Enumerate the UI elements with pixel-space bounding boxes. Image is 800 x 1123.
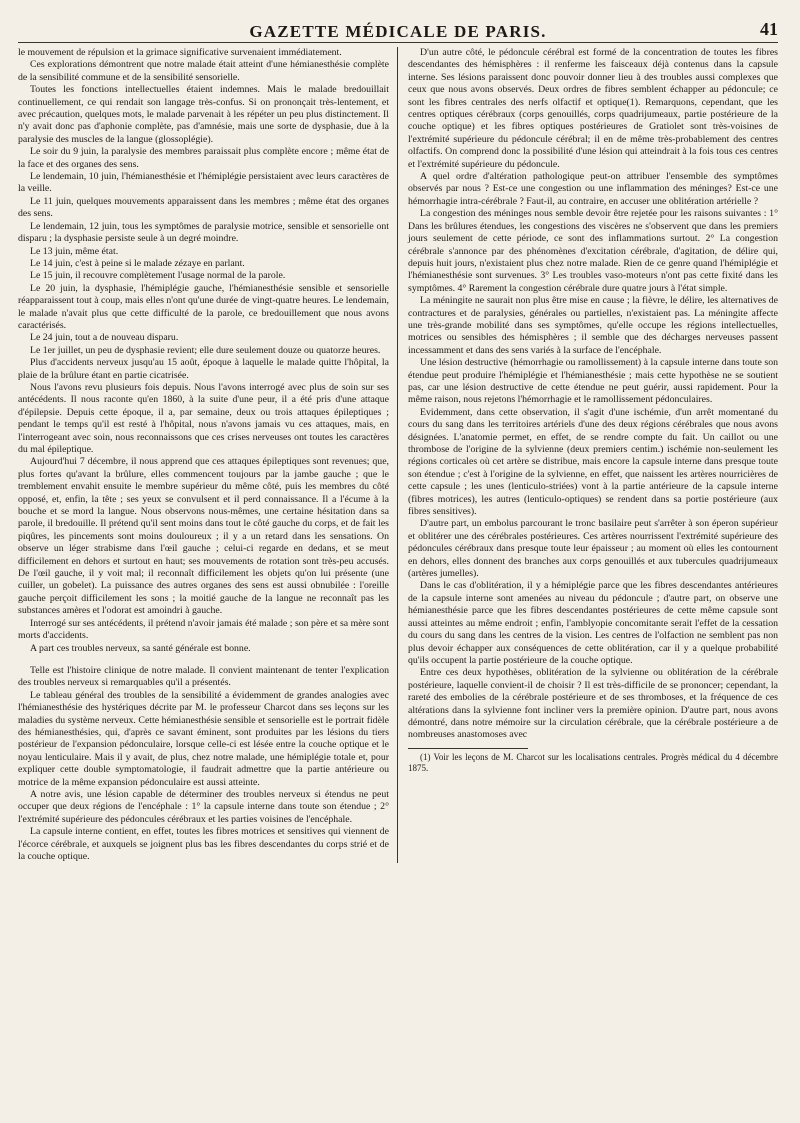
- paragraph: Le 13 juin, même état.: [30, 245, 119, 257]
- paragraph: le mouvement de répulsion et la grimace significative survenaient immédiatement.: [18, 47, 342, 58]
- paragraph: Nous l'avons revu plusieurs fois depuis. Nous l'avons interrogé avec plus de soin sur ses antécédents. Il nous raconte qu'en 1860, à la suite d'une peur, il a été pris d'une attaque d'épilepsie. Depuis cette époque, il a, par semaine, deux ou trois attaques épileptiques ; pendant le temps qu'il est resté à l'hôpital, nous n'avons jamais vu ces attaques, mais, en l'interrogeant avec soin, nous reconnaissons que ces crises nerveuses ont toutes les caractères du mal épileptique.: [18, 381, 389, 455]
- paragraph: Entre ces deux hypothèses, oblitération de la sylvienne ou oblitération de la cérébrale postérieure, laquelle convient-il de choisir ? Il est très-difficile de se prononcer; cependant, la rareté des embolies de la cérébrale postérieure et de ses thromboses, et la fréquence de ces altérations dans la sylvienne font incliner vers la première opinion. D'autre part, nous avons démontré, dans notre mémoire sur la circulation cérébrale, que la cérébrale postérieure a de nombreuses anastomoses avec: [408, 667, 778, 741]
- paragraph: D'autre part, un embolus parcourant le tronc basilaire peut s'arrêter à son éperon supérieur et oblitérer une des cérébrales postérieures. Ces artères nourrissent l'extrémité supérieure des pédoncules cérébraux dans presque toute leur épaisseur ; au moment où elles les contournent en dehors, elles donnent des branches aux corps genouillés et aux tubercules quadrijumeaux (artères jumelles).: [408, 518, 778, 580]
- paragraph: Le 20 juin, la dysphasie, l'hémiplégie gauche, l'hémianesthésie sensible et sensorielle réapparaissent tout à coup, mais elles n'ont qu'une durée de vingt-quatre heures. Le lendemain, le malade n'avait plus que cette difficulté de la parole, ce bredouillement que nous avons caractérisés.: [18, 282, 389, 331]
- footnote: (1) Voir les leçons de M. Charcot sur les localisations centrales. Progrès médical du 4 décembre 1875.: [408, 751, 778, 774]
- footnote-divider: [408, 748, 528, 749]
- paragraph: D'un autre côté, le pédoncule cérébral est formé de la concentration de toutes les fibres descendantes des hémisphères : il renferme les faisceaux déjà contenus dans la capsule interne. Ses lésions paraissent donc pouvoir donner lieu à des troubles aussi complexes que ceux que nous avons observés. Deux ordres de fibres semblent échapper au pédoncule; ce sont les fibres centrales des nerfs olfactif et optique(1). Remarquons, cependant, que les centres optiques cérébraux (corps genouillés, corps quadrijumeaux, partie postérieure de la couche optique) et les fibres optiques postérieures de Gratiolet sont très-voisines de l'extrémité supérieure du pédoncule cérébral; il en de même très-probablement des centres olfactifs. On comprend donc la possibilité d'une lésion qui atteindrait à la fois tous ces centres et l'extrémité supérieure du pédoncule.: [408, 47, 778, 170]
- right-column: [408, 47, 778, 742]
- paragraph: Plus d'accidents nerveux jusqu'au 15 août, époque à laquelle le malade quitte l'hôpital, la plaie de la brûlure étant en partie cicatrisée.: [18, 357, 389, 381]
- paragraph: La méningite ne saurait non plus être mise en cause ; la fièvre, le délire, les alternatives de contractures et de paralysies, générales ou partielles, n'existaient pas. La méningite affecte une très-grande mobilité dans ses symptômes, qu'elle occupe les régions intellectuelles, motrices ou sensibles des hémisphères ; il semble que des décharges nerveuses passent incessamment et dans des sens variés à la surface de l'encéphale.: [408, 295, 778, 356]
- paragraph: A quel ordre d'altération pathologique peut-on attribuer l'ensemble des symptômes observés par nous ? Est-ce une congestion ou une inflammation des méninges? Est-ce une hémorrhagie intra-cérébrale ? Faut-il, au contraire, en accuser une oblitération artérielle ?: [408, 171, 778, 207]
- publication-title: GAZETTE MÉDICALE DE PARIS.: [249, 22, 547, 41]
- paragraph: Aujourd'hui 7 décembre, il nous apprend que ces attaques épileptiques sont revenues; que, plus fortes qu'avant la brûlure, elles commencent toujours par la jambe gauche ; que le tremblement envahit ensuite le membre supérieur du même côté, puis les membres du côté opposé, et, enfin, la tête ; ses yeux se convulsent et il perd connaissance. Il a l'écume à la bouche et se mord la langue. Nous observons nous-mêmes, une certaine hésitation dans sa parole, il bredouille. Il prétend qu'il sent moins dans tout le côté gauche du corps, et de fait les piqûres, les pincements sont moins douloureux ; il y a un retard dans les sensations. On observe un léger strabisme dans l'œil gauche ; celui-ci regarde en dedans, et se meut difficilement en dehors et surtout en haut; ses mouvements de rotation sont très-peu accusés. De l'œil gauche, il y voit mal; il reconnaît difficilement les objets qu'on lui présente (une cuiller, un gobelet). La puissance des autres organes des sens est aussi obnubilée : l'oreille gauche perçoit difficilement les sons ; la moitié gauche de la langue ne reconnaît pas les substances amères et l'odorat est amoindri à gauche.: [18, 456, 389, 617]
- paragraph: Le lendemain, 10 juin, l'hémianesthésie et l'hémiplégie persistaient avec leurs caractères de la veille.: [18, 171, 389, 195]
- paragraph: A notre avis, une lésion capable de déterminer des troubles nerveux si étendus ne peut occuper que deux régions de l'encéphale : 1° la capsule interne dans toute son étendue ; 2° l'extrémité supérieure des pédoncules cérébraux et les parties voisines de l'encéphale.: [18, 788, 389, 825]
- paragraph: A part ces troubles nerveux, sa santé générale est bonne.: [30, 642, 251, 654]
- paragraph: Toutes les fonctions intellectuelles étaient indemnes. Mais le malade bredouillait continuellement, ce qui rendait son langage très-confus. Si on prononçait très-lentement, et avec précaution, quelques mots, le malade parvenait à les répéter un peu plus distinctement. Il n'y avait donc pas d'aphonie complète, pas d'amnésie, mais une sorte de dysphasie, due à la paralysie des muscles de la langue (glossoplégie).: [18, 84, 389, 145]
- paragraph: Le 24 juin, tout a de nouveau disparu.: [30, 332, 179, 344]
- paragraph: Le soir du 9 juin, la paralysie des membres paraissait plus complète encore ; même état de la face et des organes des sens.: [18, 146, 389, 170]
- paragraph: Le 14 juin, c'est à peine si le malade zézaye en parlant.: [30, 257, 245, 269]
- paragraph: Le 1er juillet, un peu de dysphasie revient; elle dure seulement douze ou quatorze heures.: [30, 344, 381, 356]
- paragraph: Dans le cas d'oblitération, il y a hémiplégie parce que les fibres descendantes antérieures de la capsule interne sont amenées au niveau du pédoncule ; d'autre part, on observe une hémianesthésie parce que les fibres descendantes postérieures de cette même capsule sont aussi atteintes au même endroit ; enfin, l'amblyopie concomitante serait l'effet de la cessation du cours du sang dans les centres de la vision. Les centres de l'olfaction ne semblent pas non plus devoir échapper aux conséquences de cette oblitération, car il y a quelque probabilité qu'ils occupent la partie postérieure de la couche optique.: [408, 580, 778, 666]
- paragraph: Le tableau général des troubles de la sensibilité a évidemment de grandes analogies avec l'hémianesthésie des hystériques décrite par M. le professeur Charcot dans ses leçons sur les maladies du système nerveux. Cette hémianesthésie sensible et sensorielle est le portrait fidèle des hémianesthésies, qui, d'après ce savant éminent, sont produites par les lésions du tiers postérieur de l'expansion pédonculaire, lorsque celle-ci est lésée entre la couche optique et le noyau lenticulaire. Mais il y avait, de plus, chez notre malade, une hémiplégie totale et, pour expliquer cette double symptomatologie, il faudrait admettre que la partie antérieure ou motrice de la même expansion pédonculaire est aussi atteinte.: [18, 689, 389, 788]
- paragraph: Interrogé sur ses antécédents, il prétend n'avoir jamais été malade ; son père et sa mère sont morts d'accidents.: [18, 617, 389, 642]
- paragraph: Evidemment, dans cette observation, il s'agit d'une ischémie, d'un arrêt momentané du cours du sang dans les territoires artériels d'une des deux régions cérébrales que nous avons désignées. L'anatomie permet, en effet, de se rendre compte du fait. Un caillot ou une thrombose de l'origine de la sylvienne (deux premiers centim.) ischémie non-seulement les régions corticales où cet artère se distribue, mais encore la capsule interne dans presque toute son étendue ; c'est à l'origine de la sylvienne, en effet, que naissent les artères nourricières de cette capsule ; les unes (lenticulo-striées) vont à la partie antérieure de la capsule interne (fibres motrices), les autres (lenticulo-optiques) se rendent dans sa portie postérieure (aux fibres sensitives).: [408, 406, 778, 518]
- right-column-wrapper: [398, 47, 778, 863]
- page-header: [18, 14, 778, 43]
- paragraph: Le lendemain, 12 juin, tous les symptômes de paralysie motrice, sensible et sensorielle ont disparu ; la dysphasie persiste seule à un degré moindre.: [18, 220, 389, 245]
- paragraph: Ces explorations démontrent que notre malade était atteint d'une hémianesthésie complète de la sensibilité commune et de la sensibilité sensorielle.: [18, 59, 389, 83]
- paragraph: La congestion des méninges nous semble devoir être rejetée pour les raisons suivantes : 1° Dans les brûlures étendues, les congestions des viscères ne s'observent que dans les premiers jours seulement de cette période, ce sont des inflammations surtout. 2° La congestion cérébrale s'annonce par des phénomènes d'excitation cérébrale, d'agitation, de délire qui, depuis huit jours, n'existaient plus chez notre malade. Rien de ce genre quand l'hémiplégie et l'hémianesthésie sont survenues. 3° Les troubles vaso-moteurs n'ont pas cette fixité dans les symptômes. 4° Rarement la congestion cérébrale dure quatre jours à l'état simple.: [408, 208, 778, 294]
- paragraph: Le 11 juin, quelques mouvements apparaissent dans les membres ; même état des organes des sens.: [18, 195, 389, 220]
- paragraph: Telle est l'histoire clinique de notre malade. Il convient maintenant de tenter l'explication des troubles nerveux si remarquables qu'il a présentés.: [18, 664, 389, 689]
- left-column: [18, 47, 398, 863]
- text-columns: [18, 47, 778, 863]
- paragraph: La capsule interne contient, en effet, toutes les fibres motrices et sensitives qui viennent de l'écorce cérébrale, et auxquels se joignent plus bas les fibres descendantes du corps strié et de la couche optique.: [18, 826, 389, 862]
- paragraph: Une lésion destructive (hémorrhagie ou ramollissement) à la capsule interne dans toute son étendue peut produire l'hémiplégie et l'hémianesthésie ; mais cette hypothèse ne se soutient pas, car une lésion destructive de cette étendue ne peut guérir, aussi rapidement. Pour la même raison, nous rejetons l'hémorrhagie et le ramollissement pédonculaires.: [408, 357, 778, 406]
- paragraph: Le 15 juin, il recouvre complètement l'usage normal de la parole.: [30, 270, 286, 282]
- page-number: 41: [760, 19, 778, 39]
